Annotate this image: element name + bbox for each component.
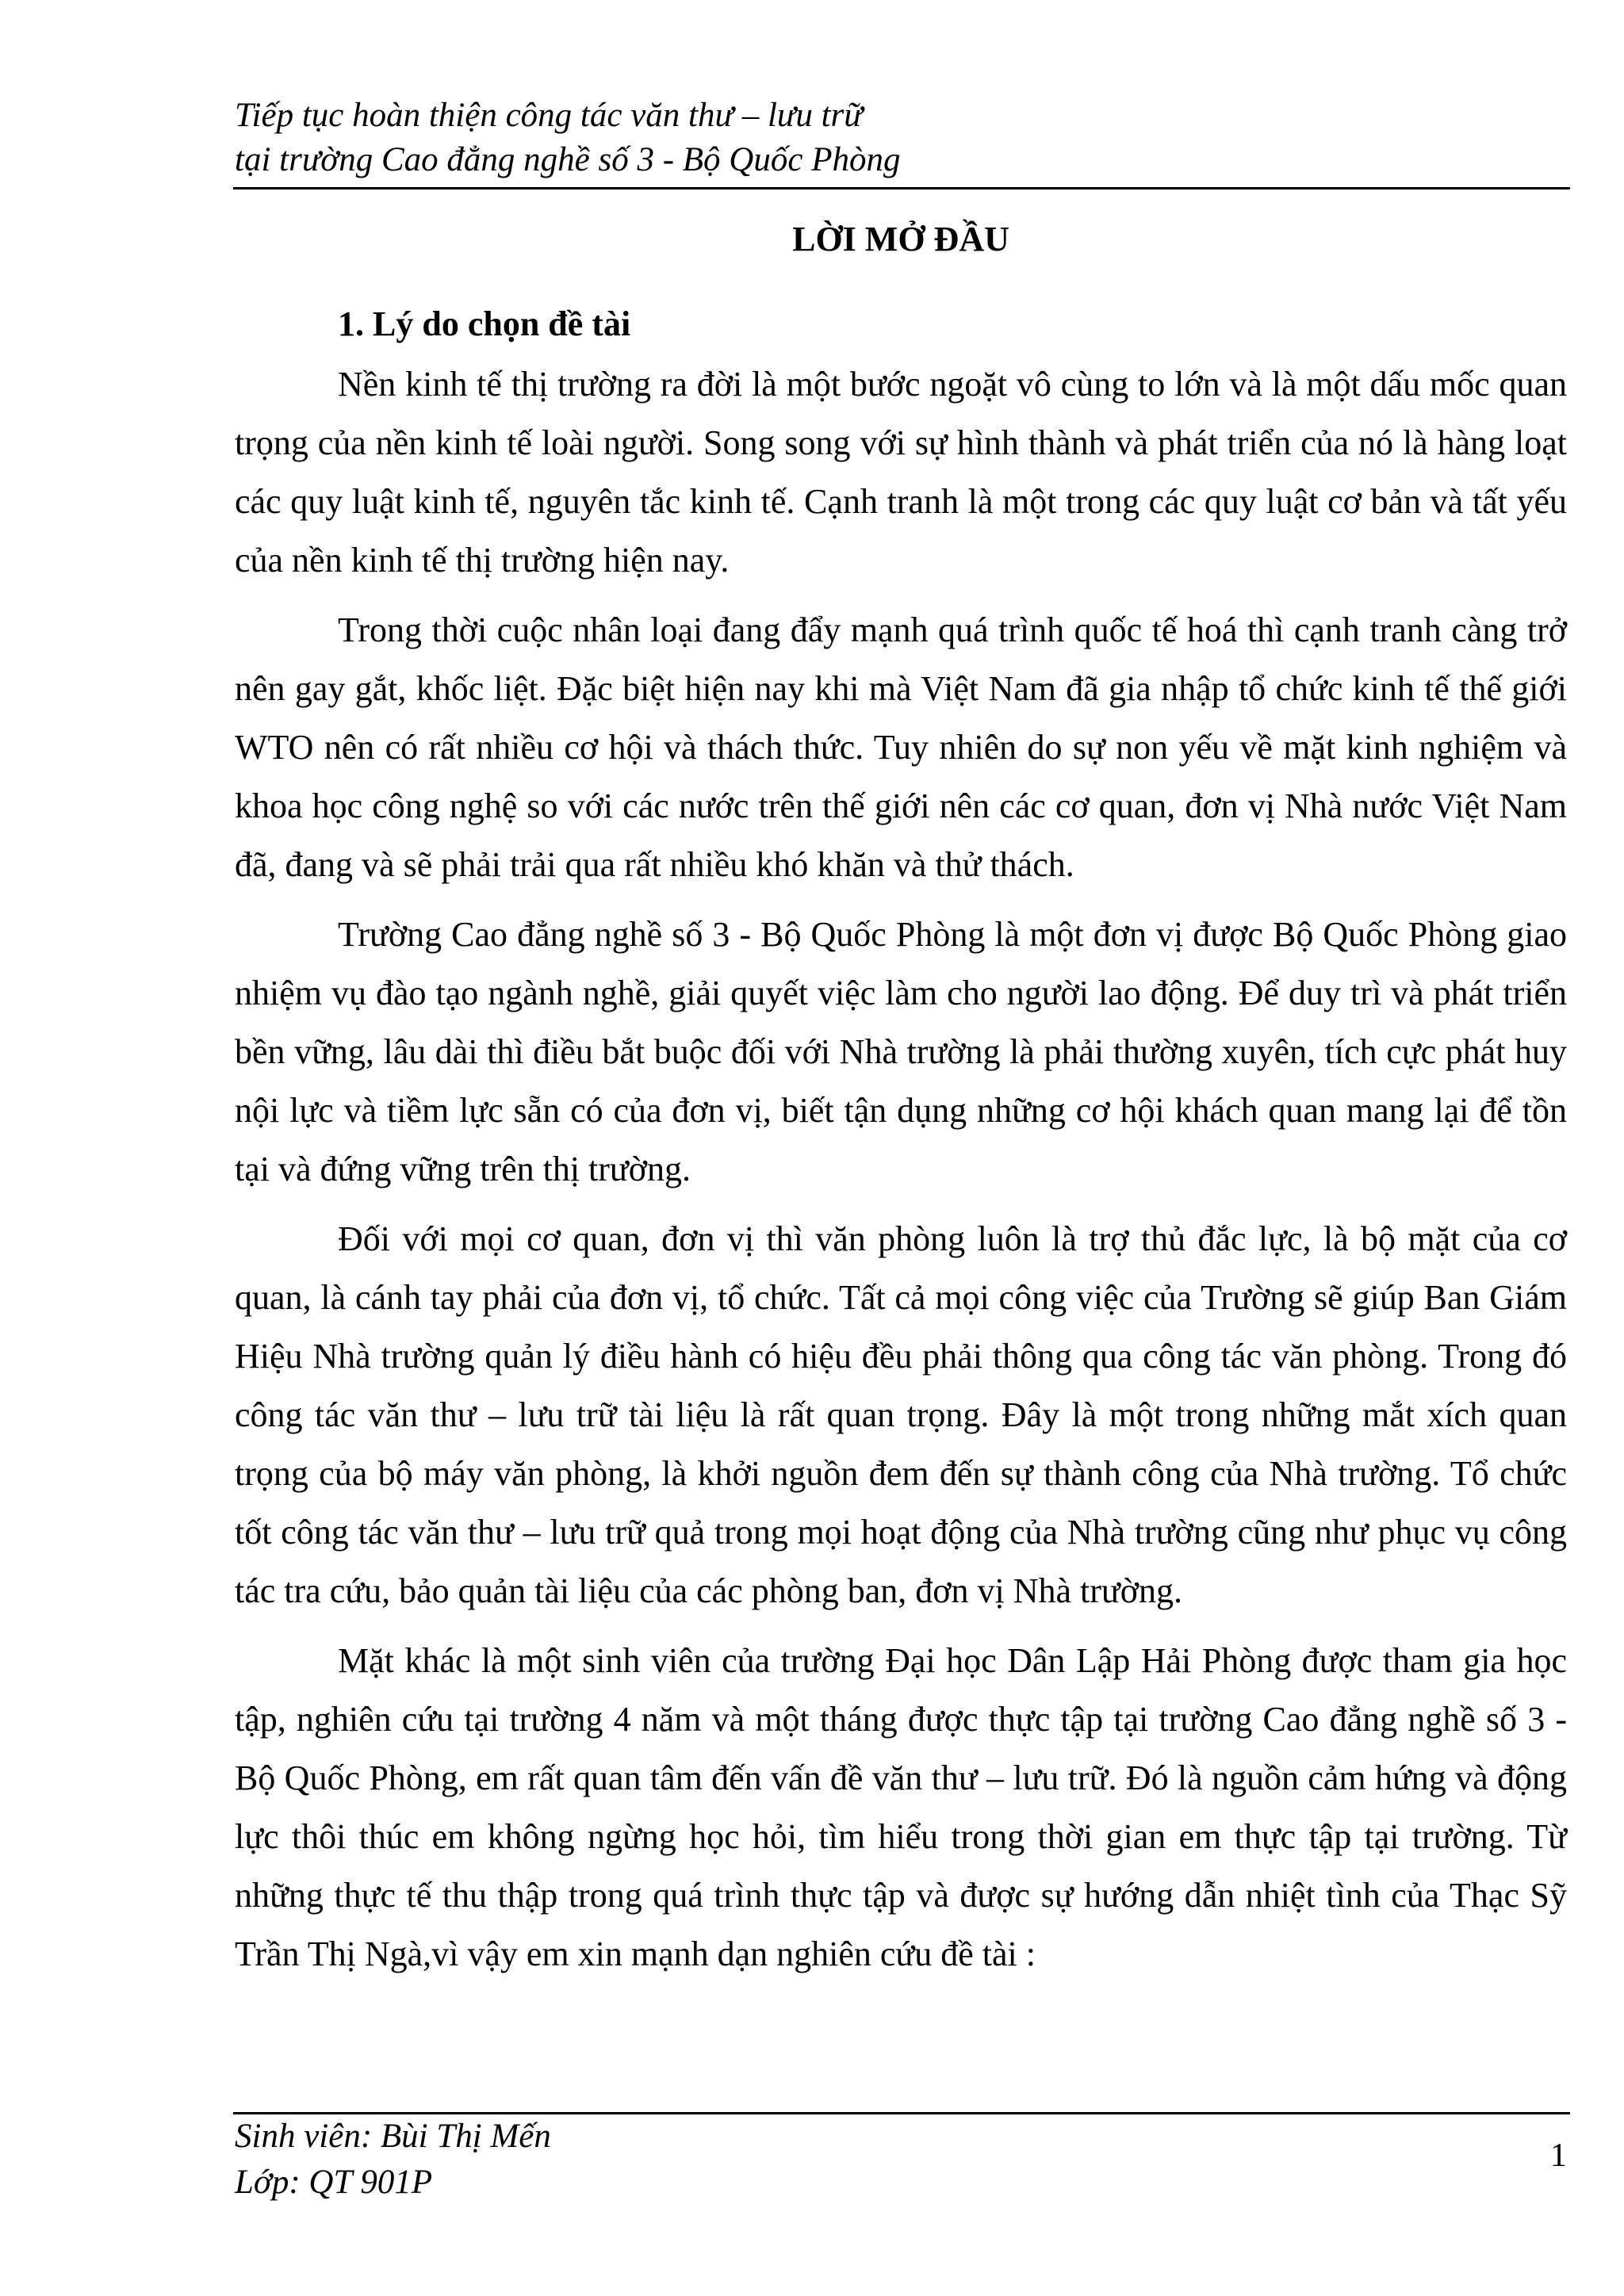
paragraph-3: Trường Cao đẳng nghề số 3 - Bộ Quốc Phòng là một đơn vị được Bộ Quốc Phòng giao nhiệm vụ đào tạo ngành nghề, giải quyết việc làm cho người lao động. Để duy trì và phát triển bền vững, lâu dài thì điều bắt buộc đối với Nhà trường là phải thường xuyên, tích cực phát huy nội lực và tiềm lực sẵn có của đơn vị, biết tận dụng những cơ hội khách quan mang lại để tồn tại và đứng vững trên thị trường. — [235, 915, 1567, 1188]
page-header — [235, 94, 1567, 182]
paragraph-5: Mặt khác là một sinh viên của trường Đại học Dân Lập Hải Phòng được tham gia học tập, nghiên cứu tại trường 4 năm và một tháng được thực tập tại trường Cao đẳng nghề số 3 - Bộ Quốc Phòng, em rất quan tâm đến vấn đề văn thư – lưu trữ. Đó là nguồn cảm hứng và động lực thôi thúc em không ngừng học hỏi, tìm hiểu trong thời gian em thực tập tại trường. Từ những thực tế thu thập trong quá trình thực tập và được sự hướng dẫn nhiệt tình của Thạc Sỹ Trần Thị Ngà,vì vậy em xin mạnh dạn nghiên cứu đề tài : — [235, 1641, 1567, 1973]
paragraph-1: Nền kinh tế thị trường ra đời là một bước ngoặt vô cùng to lớn và là một dấu mốc quan trọng của nền kinh tế loài người. Song song với sự hình thành và phát triển của nó là hàng loạt các quy luật kinh tế, nguyên tắc kinh tế. Cạnh tranh là một trong các quy luật cơ bản và tất yếu của nền kinh tế thị trường hiện nay. — [235, 365, 1567, 580]
document-body — [235, 295, 1567, 1995]
page-number: 1 — [1550, 2137, 1567, 2174]
header-divider — [233, 187, 1570, 189]
page-footer — [235, 2114, 1567, 2206]
section-heading: 1. Lý do chọn đề tài — [338, 304, 631, 343]
paragraph-2: Trong thời cuộc nhân loại đang đẩy mạnh quá trình quốc tế hoá thì cạnh tranh càng trở nên gay gắt, khốc liệt. Đặc biệt hiện nay khi mà Việt Nam đã gia nhập tổ chức kinh tế thế giới WTO nên có rất nhiều cơ hội và thách thức. Tuy nhiên do sự non yếu về mặt kinh nghiệm và khoa học công nghệ so với các nước trên thế giới nên các cơ quan, đơn vị Nhà nước Việt Nam đã, đang và sẽ phải trải qua rất nhiều khó khăn và thử thách. — [235, 610, 1567, 884]
document-title: LỜI MỞ ĐẦU — [792, 220, 1009, 258]
header-line-2: tại trường Cao đẳng nghề số 3 - Bộ Quốc Phòng — [235, 141, 901, 178]
paragraph-4: Đối với mọi cơ quan, đơn vị thì văn phòng luôn là trợ thủ đắc lực, là bộ mặt của cơ quan, là cánh tay phải của đơn vị, tổ chức. Tất cả mọi công việc của Trường sẽ giúp Ban Giám Hiệu Nhà trường quản lý điều hành có hiệu đều phải thông qua công tác văn phòng. Trong đó công tác văn thư – lưu trữ tài liệu là rất quan trọng. Đây là một trong những mắt xích quan trọng của bộ máy văn phòng, là khởi nguồn đem đến sự thành công của Nhà trường. Tổ chức tốt công tác văn thư – lưu trữ quả trong mọi hoạt động của Nhà trường cũng như phục vụ công tác tra cứu, bảo quản tài liệu của các phòng ban, đơn vị Nhà trường. — [235, 1219, 1567, 1610]
footer-class: Lớp: QT 901P — [235, 2164, 433, 2201]
header-line-1: Tiếp tục hoàn thiện công tác văn thư – lưu trữ — [235, 97, 863, 134]
footer-student: Sinh viên: Bùi Thị Mến — [235, 2118, 551, 2155]
